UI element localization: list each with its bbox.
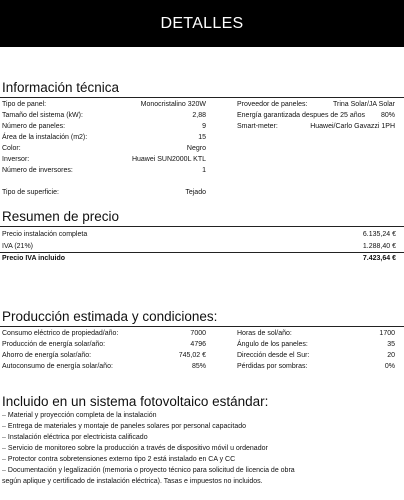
info-label: Smart-meter: — [237, 123, 278, 130]
production-row-direction — [237, 351, 395, 360]
production-label: Dirección desde el Sur: — [237, 352, 310, 359]
price-summary-divider — [0, 226, 404, 227]
price-value: 1.288,40 € — [362, 243, 396, 250]
info-row-panel-count — [2, 122, 206, 131]
production-value: 745,02 € — [178, 352, 206, 359]
info-value: Tejado — [185, 189, 206, 196]
list-item-text: Instalación eléctrica por electricista calificado — [7, 434, 148, 441]
info-row-color — [2, 144, 206, 153]
price-total-value: 7.423,64 € — [362, 255, 396, 262]
price-row-total — [2, 254, 396, 263]
list-item — [2, 444, 362, 454]
info-row-panel-type — [2, 100, 206, 109]
info-label: Tipo de panel: — [2, 101, 47, 108]
production-label: Ángulo de los paneles: — [237, 341, 308, 348]
list-item — [2, 455, 362, 465]
info-value: Monocristalino 320W — [140, 101, 206, 108]
info-row-smart-meter — [237, 122, 395, 131]
list-item-text: Entrega de materiales y montaje de paneles solares por personal capacitado — [7, 423, 247, 430]
price-label: Precio instalación completa — [2, 231, 88, 238]
list-item — [2, 411, 362, 421]
info-label: Área de la instalación (m2): — [2, 134, 88, 141]
list-item — [2, 433, 362, 443]
info-label: Inversor: — [2, 156, 30, 163]
info-value: Huawei SUN2000L KTL — [131, 156, 206, 163]
production-label: Ahorro de energía solar/año: — [2, 352, 92, 359]
production-value: 4796 — [190, 341, 206, 348]
production-row-savings — [2, 351, 206, 360]
info-value: 15 — [198, 134, 206, 141]
header-title: DETALLES — [160, 14, 244, 32]
production-row-self-consumption — [2, 362, 206, 371]
list-item-text: Servicio de monitoreo sobre la producción a través de dispositivo móvil u ordenador — [7, 445, 268, 452]
info-value: Trina Solar/JA Solar — [333, 101, 395, 108]
info-row-surface-type — [2, 188, 206, 197]
info-value: 1 — [202, 167, 206, 174]
info-row-area — [2, 133, 206, 142]
production-divider — [0, 326, 404, 327]
price-label: IVA (21%) — [2, 243, 33, 250]
production-row-sun-hours — [237, 329, 395, 338]
production-label: Consumo eléctrico de propiedad/año: — [2, 330, 119, 337]
info-value: 80% — [380, 112, 395, 119]
info-value: 2,88 — [192, 112, 206, 119]
list-item-text: Documentación y legalización (memoria o proyecto técnico para solicitud de licencia de obra — [7, 467, 295, 474]
production-row-panel-angle — [237, 340, 395, 349]
included-title: Incluido en un sistema fotovoltaico estándar: — [2, 394, 269, 409]
technical-info-title: Información técnica — [2, 80, 120, 95]
dash-bullet-icon: – — [2, 423, 6, 430]
production-title: Producción estimada y condiciones: — [2, 309, 218, 324]
production-row-consumption — [2, 329, 206, 338]
production-row-solar-production — [2, 340, 206, 349]
details-header — [0, 0, 404, 47]
info-row-guaranteed-energy — [237, 111, 395, 120]
list-item-text: Protector contra sobretensiones externo tipo 2 está instalado en CA y CC — [7, 456, 236, 463]
production-value: 85% — [191, 363, 206, 370]
production-row-shade-losses — [237, 362, 395, 371]
price-summary-title: Resumen de precio — [2, 209, 120, 224]
dash-bullet-icon: – — [2, 412, 6, 419]
list-item-text: según aplique y certificado de instalación eléctrica). Tasas e impuestos no incluidos. — [2, 478, 263, 485]
info-label: Color: — [2, 145, 21, 152]
list-item-text: Material y proyección completa de la instalación — [7, 412, 157, 419]
dash-bullet-icon: – — [2, 456, 6, 463]
info-row-inverter — [2, 155, 206, 164]
dash-bullet-icon: – — [2, 467, 6, 474]
info-label: Energía garantizada despues de 25 años — [237, 112, 366, 119]
production-value: 35 — [387, 341, 395, 348]
info-row-system-size — [2, 111, 206, 120]
info-value: Huawei/Carlo Gavazzi 1PH — [310, 123, 395, 130]
dash-bullet-icon: – — [2, 445, 6, 452]
production-label: Autoconsumo de energía solar/año: — [2, 363, 113, 370]
production-label: Pérdidas por sombras: — [237, 363, 308, 370]
info-label: Tamaño del sistema (kW): — [2, 112, 83, 119]
info-label: Número de inversores: — [2, 167, 73, 174]
production-label: Horas de sol/año: — [237, 330, 292, 337]
info-value: 9 — [202, 123, 206, 130]
price-value: 6.135,24 € — [362, 231, 396, 238]
production-value: 1700 — [379, 330, 395, 337]
info-label: Número de paneles: — [2, 123, 66, 130]
price-total-label: Precio IVA incluido — [2, 255, 66, 262]
price-row-installation — [2, 230, 396, 239]
info-label: Tipo de superficie: — [2, 189, 59, 196]
list-item — [2, 422, 362, 432]
list-item-continuation — [2, 477, 362, 487]
list-item — [2, 466, 362, 476]
production-label: Producción de energía solar/año: — [2, 341, 106, 348]
dash-bullet-icon: – — [2, 434, 6, 441]
price-row-vat — [2, 242, 396, 251]
info-value: Negro — [186, 145, 206, 152]
info-row-inverter-count — [2, 166, 206, 175]
production-value: 0% — [384, 363, 395, 370]
info-label: Proveedor de paneles: — [237, 101, 308, 108]
production-value: 7000 — [190, 330, 206, 337]
price-total-divider — [0, 252, 404, 253]
technical-info-divider — [0, 97, 404, 98]
production-value: 20 — [387, 352, 395, 359]
info-row-panel-supplier — [237, 100, 395, 109]
